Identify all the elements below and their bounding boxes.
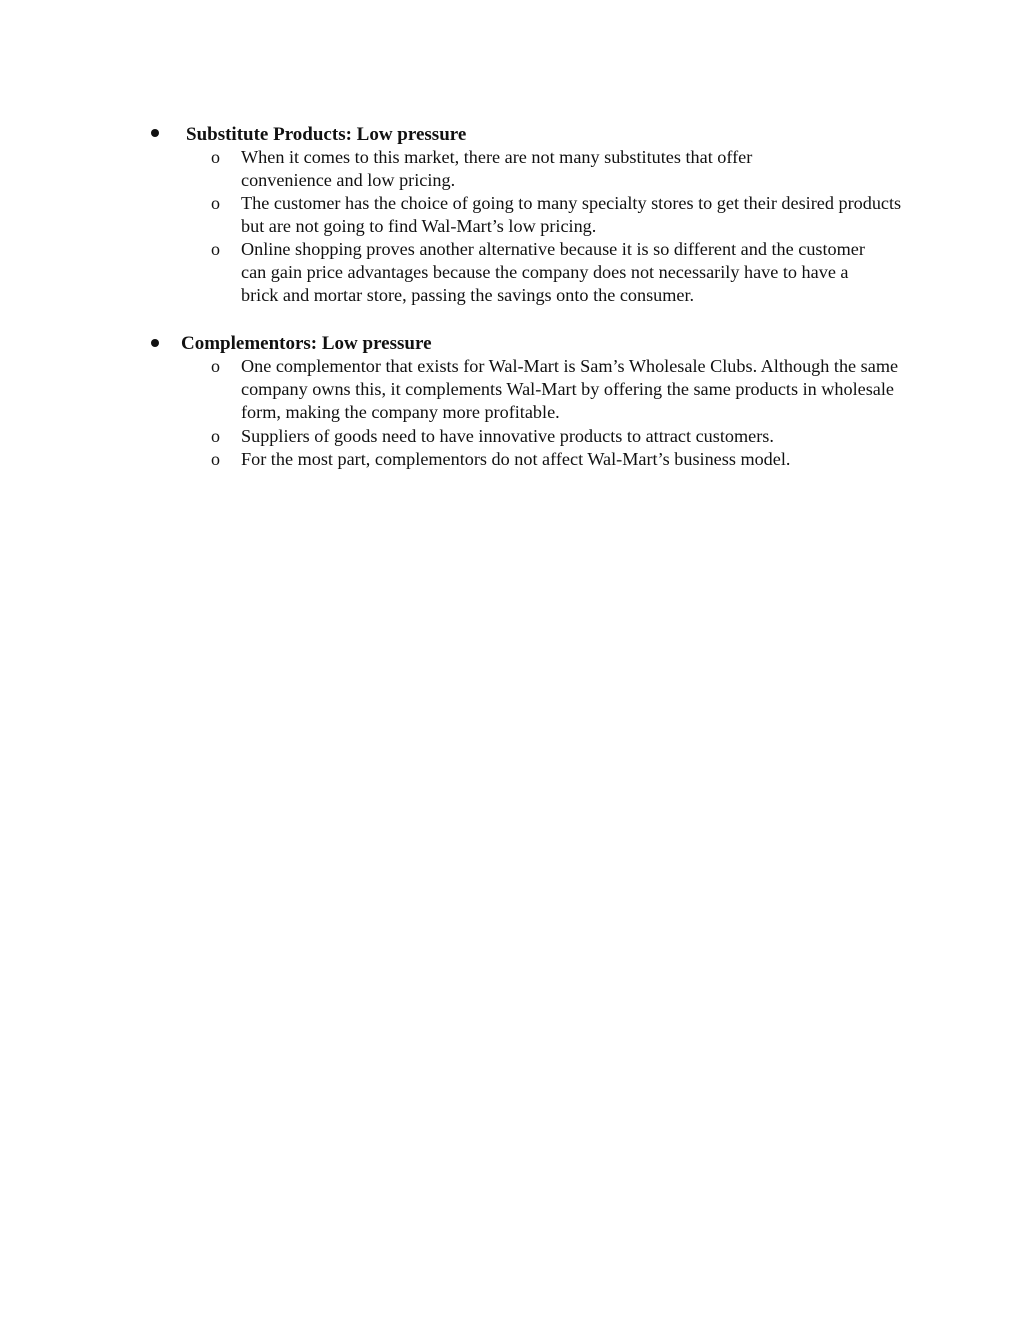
section-heading: Complementors: Low pressure	[181, 333, 432, 354]
list-item-text: Suppliers of goods need to have innovative products to attract customers.	[241, 426, 774, 446]
sub-bullet-icon: o	[211, 239, 220, 259]
list-item-text: When it comes to this market, there are not many substitutes that offer convenience and low pricing.	[241, 147, 753, 191]
sub-bullet-icon: o	[211, 193, 220, 213]
list-item-text: The customer has the choice of going to many specialty stores to get their desired products but are not going to find Wal-Mart’s low pricing.	[241, 193, 902, 237]
section-heading: Substitute Products: Low pressure	[186, 124, 467, 145]
sub-bullet-icon: o	[211, 356, 220, 376]
sub-bullet-icon: o	[211, 426, 220, 446]
list-item-text: Online shopping proves another alternative because it is so different and the customer can gain price advantages because the company does not necessarily have to have a brick and mortar store, passing the savings onto the consumer.	[241, 239, 865, 306]
bullet-icon	[151, 129, 159, 137]
bullet-icon	[151, 339, 159, 347]
sub-bullet-icon: o	[211, 449, 220, 469]
list-item-text: One complementor that exists for Wal-Mart is Sam’s Wholesale Clubs. Although the same company owns this, it complements Wal-Mart by offering the same products in wholesale form, making the company more profitable.	[241, 356, 899, 423]
sub-bullet-icon: o	[211, 147, 220, 167]
list-item-text: For the most part, complementors do not affect Wal-Mart’s business model.	[241, 449, 791, 469]
